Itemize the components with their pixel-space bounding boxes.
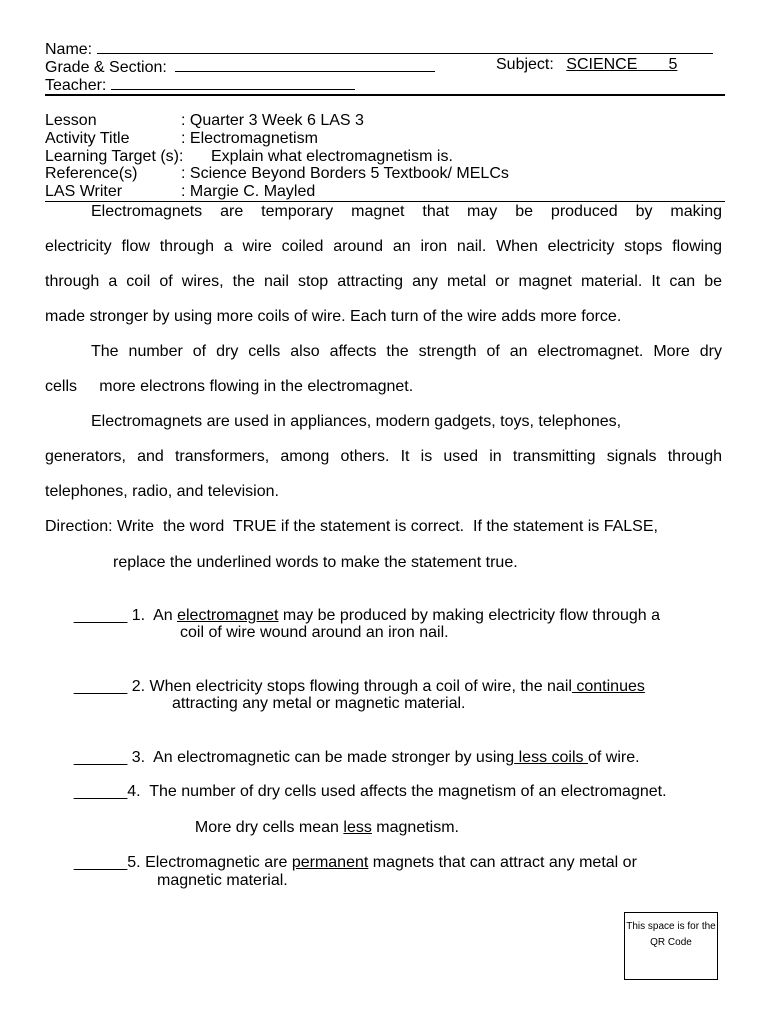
qr-code-placeholder-text: This space is for the QR Code [626, 921, 716, 948]
reference-value: : Science Beyond Borders 5 Textbook/ MELCs [181, 165, 509, 182]
item-5-underlined: permanent [291, 854, 369, 871]
paragraph-1-line-2: electricity flow through a wire coiled around an iron nail. When electricity stops flowing [45, 238, 722, 255]
lesson-value: : Quarter 3 Week 6 LAS 3 [181, 112, 364, 129]
item-4-answer-blank[interactable]: ______ [73, 783, 128, 800]
item-1 [65, 589, 660, 625]
paragraph-2-line-1: The number of dry cells also affects the strength of an electromagnet. More dry [91, 343, 722, 360]
lesson-row [45, 112, 97, 130]
item-2 [65, 660, 645, 696]
info-divider [45, 201, 725, 202]
item-4-cont-text: More dry cells mean [194, 819, 344, 836]
item-2-continuation: attracting any metal or magnetic material. [172, 695, 466, 712]
paragraph-3-line-2: generators, and transformers, among others. It is used in transmitting signals through [45, 448, 722, 465]
item-3-underlined: less coils [514, 749, 588, 766]
subject-value [566, 56, 677, 73]
teacher-row [45, 74, 355, 95]
item-2-underlined: continues [571, 678, 645, 695]
paragraph-2-line-2: cells more electrons flowing in the electromagnet. [45, 378, 414, 395]
learning-target-label: Learning Target (s): [45, 148, 184, 165]
item-5-text-end: magnets that can attract any metal or [368, 854, 637, 871]
item-3-text-end: of wire. [587, 749, 640, 766]
learning-target-value: Explain what electromagnetism is. [211, 148, 453, 165]
qr-code-placeholder [624, 912, 718, 980]
item-4-continuation [186, 801, 459, 837]
paragraph-1-line-3: through a coil of wires, the nail stop attracting any metal or magnet material. It can be [45, 273, 722, 290]
grade-blank[interactable] [175, 56, 435, 72]
item-2-text: 2. When electricity stops flowing through a coil of wire, the nail [127, 678, 572, 695]
item-4-text: 4. The number of dry cells used affects the magnetism of an electromagnet. [127, 783, 667, 800]
direction-line-1: Direction: Write the word TRUE if the statement is correct. If the statement is FALSE, [45, 518, 658, 535]
name-blank[interactable] [97, 38, 713, 54]
subject-grade: 5 [668, 56, 678, 73]
teacher-blank[interactable] [111, 74, 355, 90]
item-2-answer-blank[interactable]: ______ [73, 678, 128, 695]
paragraph-3-line-3: telephones, radio, and television. [45, 483, 279, 500]
paragraph-3-line-1: Electromagnets are used in appliances, modern gadgets, toys, telephones, [91, 413, 622, 430]
direction-line-2: replace the underlined words to make the statement true. [113, 554, 518, 571]
subject-label: Subject: [496, 56, 554, 73]
item-3-text: 3. An electromagnetic can be made stronger by using [127, 749, 515, 766]
las-writer-label: LAS Writer [45, 183, 123, 200]
item-3-answer-blank[interactable]: ______ [73, 749, 128, 766]
item-5-text: 5. Electromagnetic are [127, 854, 292, 871]
reference-label: Reference(s) [45, 165, 138, 182]
paragraph-1-line-4: made stronger by using more coils of wire. Each turn of the wire adds more force. [45, 308, 622, 325]
paragraph-1-line-1: Electromagnets are temporary magnet that may be produced by making [91, 203, 722, 220]
grade-label: Grade & Section: [45, 59, 167, 76]
item-1-text-end: may be produced by making electricity flow through a [278, 607, 661, 624]
item-3 [65, 731, 640, 767]
item-4-cont-end: magnetism. [371, 819, 459, 836]
subject-row [496, 56, 677, 74]
las-writer-value: : Margie C. Mayled [181, 183, 316, 200]
activity-title-value: : Electromagnetism [181, 130, 318, 147]
header-divider [45, 94, 725, 96]
name-label: Name: [45, 41, 93, 58]
item-5-answer-blank[interactable]: ______ [73, 854, 128, 871]
item-5 [65, 836, 637, 872]
subject-name: SCIENCE [566, 56, 638, 73]
activity-title-label: Activity Title [45, 130, 130, 147]
item-1-text: 1. An [127, 607, 178, 624]
lesson-label: Lesson [45, 112, 97, 129]
item-4-underlined: less [343, 819, 372, 836]
item-1-underlined: electromagnet [177, 607, 279, 624]
item-5-continuation: magnetic material. [157, 872, 288, 889]
teacher-label: Teacher: [45, 77, 107, 94]
item-1-continuation: coil of wire wound around an iron nail. [180, 624, 449, 641]
item-4 [65, 765, 667, 801]
item-1-answer-blank[interactable]: ______ [73, 607, 128, 624]
